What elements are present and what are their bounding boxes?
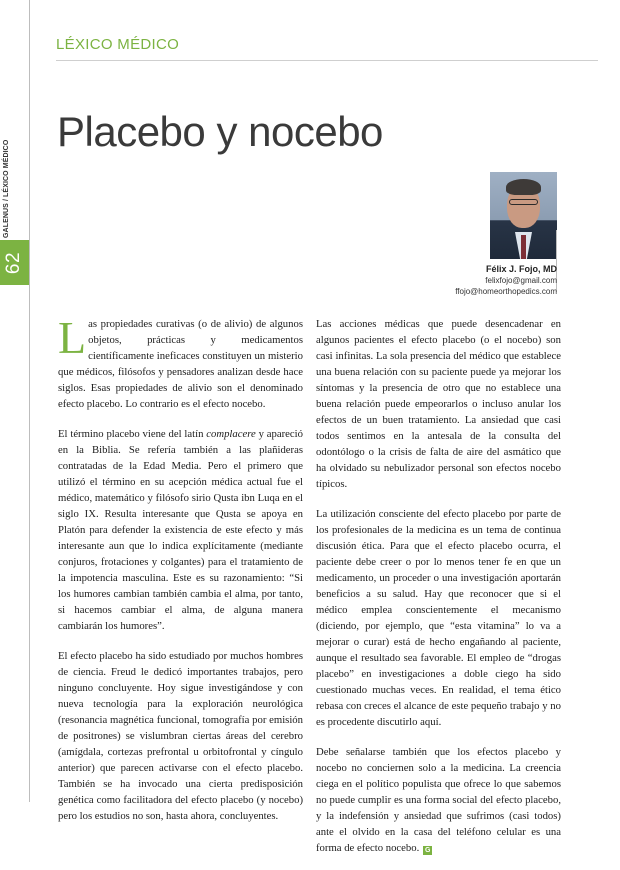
author-tie	[521, 235, 526, 259]
author-glasses	[509, 199, 538, 205]
body-column-right	[316, 316, 561, 870]
paragraph-1-text: as propiedades curativas (o de alivio) de algunos objetos, prácticas y medicamentos científicamente ineficaces constituyen un misterio que médicos, filósofos y pensadores analizan desde hace siglos. Esas propiedades de alivio son el denominado efecto placebo. Lo contrario es el efecto nocebo.	[58, 318, 303, 410]
article-title: Placebo y nocebo	[57, 108, 383, 155]
author-email-2[interactable]: ffojo@homeorthopedics.com	[455, 287, 557, 296]
paragraph-1	[58, 312, 303, 412]
paragraph-2-text-b: y apareció en la Biblia. Se refería también a las plañideras contratadas de la Edad Media. Pero el primero que utilizó el término en su acepción médica actual fue el médico, matemático y filósofo sirio Qusta ibn Luqa en el siglo IX. Resulta interesante que Qusta se apoya en Platón para defender la existencia de este efecto y más interesante aun que lo indica explícitamente (mediante conjuros, frotaciones y colgantes) para el tratamiento de la impotencia masculina. Este es su razonamiento: “Si los humores cambian también cambia el alma, por tanto, si hacemos cambiar el alma, de alguna manera cambiarán los humores”.	[58, 428, 303, 632]
paragraph-4: Las acciones médicas que puede desencadenar en algunos pacientes el efecto placebo (o el nocebo) son casi infinitas. La sola presencia del médico que establece una buena relación con su paciente puede ya mejorar los síntomas y la presencia de otro que no establece una buena relación puede empeorarlos o incluso anular los efectos de un buen tratamiento. La ansiedad que casi todos sentimos en la antesala de la consulta del odontólogo o la crisis de falta de aire del asmático que ha olvidado su nebulizador personal son efectos nocebo típicos.	[316, 318, 561, 490]
paragraph-2	[58, 426, 303, 634]
end-mark-icon: G	[425, 847, 431, 854]
page-number-box	[0, 240, 29, 285]
rail-divider	[29, 0, 30, 802]
paragraph-6-text: Debe señalarse también que los efectos placebo y nocebo no conciernen solo a la medicina. La creencia ciega en el político populista que ofrece lo que sabemos no puede cumplir es una forma social del efecto placebo, y la indefensión y ansiedad que sufrimos (casi todos) ante el olvido en la casa del teléfono celular es una forma de efecto nocebo.	[316, 746, 561, 854]
paragraph-2-italic: complacere	[206, 428, 256, 440]
body-column-left	[58, 312, 303, 838]
paragraph-6	[316, 744, 561, 856]
paragraph-5: La utilización consciente del efecto placebo por parte de los profesionales de la medicina es un tema de continua discusión ética. Para que el efecto placebo ocurra, el paciente debe creer o por lo menos tener fe en que un medicamento, un proceder o una investigación aportarán beneficios a su salud. Hay que reconocer que si el médico emplea conscientemente el mecanismo (diciendo, por ejemplo, que “esta vitamina” lo va a mejorar o curar) está de hecho engañando al paciente, aunque el resultado sea favorable. El empleo de “drogas placebo” en investigaciones a doble ciego ha sido cuestionado muchas veces. En realidad, el tema ético rebasa con creces el alcance de este pequeño trabajo y no es procedente discutirlo aquí.	[316, 508, 561, 728]
page-number: 62	[3, 251, 25, 274]
running-head: GALENUS / LÉXICO MÉDICO	[3, 139, 10, 238]
paragraph-2-text-a: El término placebo viene del latín	[58, 428, 207, 440]
author-name: Félix J. Fojo, MD	[485, 264, 557, 274]
author-email-1[interactable]: felixfojo@gmail.com	[485, 276, 557, 285]
author-block	[455, 264, 557, 297]
drop-cap: L	[58, 312, 87, 363]
section-label: LÉXICO MÉDICO	[56, 36, 180, 53]
author-photo	[490, 172, 557, 259]
header-rule	[56, 60, 598, 61]
paragraph-3: El efecto placebo ha sido estudiado por muchos hombres de ciencia. Freud le dedicó importantes trabajos, pero ninguno concluyente. Hoy sigue investigándose y con nueva tecnología para la exploración neurológica (resonancia magnética funcional, tomografía por emisión de positrones) se vislumbran ciertas áreas del cerebro (amígdala, cortezas prefrontal u orbitofrontal y cíngulo anterior) que parecen activarse con el efecto placebo. También se ha invocado una cierta predisposición genética como facilitadora del efecto placebo (y nocebo) pero los estudios no son, hasta ahora, concluyentes.	[58, 650, 303, 822]
author-hair	[506, 179, 541, 195]
